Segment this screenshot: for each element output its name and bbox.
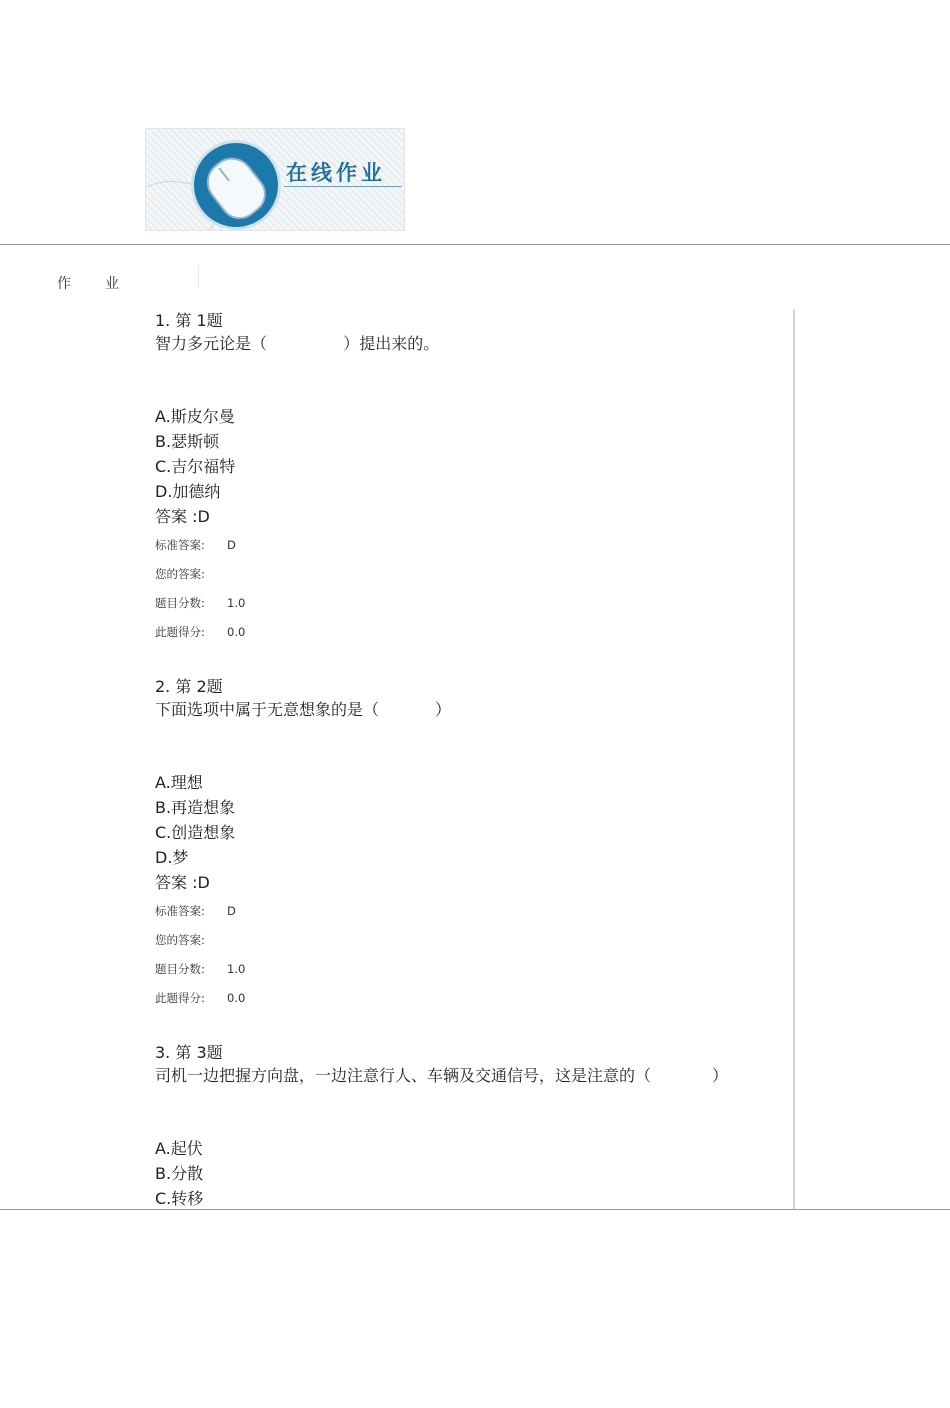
tab-homework[interactable]: 作业 <box>57 276 153 292</box>
score-value: 0.0 <box>227 991 246 1005</box>
score-row <box>155 618 805 647</box>
standard-answer-value: D <box>227 904 236 918</box>
option-c: C.吉尔福特 <box>155 457 236 476</box>
question-2 <box>155 676 805 1042</box>
option-b: B.分散 <box>155 1164 204 1183</box>
option-d: D.加德纳 <box>155 482 221 501</box>
score-label: 此题得分: <box>155 991 205 1005</box>
answer-value: D <box>197 507 210 526</box>
points-row <box>155 589 805 618</box>
points-label: 题目分数: <box>155 596 205 610</box>
answer-prefix: 答案 : <box>155 507 198 526</box>
score-value: 0.0 <box>227 625 246 639</box>
question-list <box>155 310 805 1408</box>
standard-answer-label: 标准答案: <box>155 538 205 552</box>
question-text: 司机一边把握方向盘，一边注意行人、车辆及交通信号，这是注意的（ ） <box>155 1066 729 1085</box>
banner-disc <box>194 143 278 227</box>
option-b: B.再造想象 <box>155 798 236 817</box>
question-3 <box>155 1042 805 1408</box>
points-value: 1.0 <box>227 962 246 976</box>
score-label: 此题得分: <box>155 625 205 639</box>
your-answer-row <box>155 560 805 589</box>
option-c: C.创造想象 <box>155 823 236 842</box>
points-value: 1.0 <box>227 596 246 610</box>
question-text: 下面选项中属于无意想象的是（ ） <box>155 700 451 719</box>
mouse-icon <box>198 149 274 227</box>
question-header: 1. 第 1题 <box>155 311 223 330</box>
your-answer-label: 您的答案: <box>155 567 205 581</box>
score-row <box>155 984 805 1013</box>
option-a: A.理想 <box>155 773 203 792</box>
option-b: B.瑟斯顿 <box>155 432 220 451</box>
banner-underline <box>284 186 402 187</box>
option-a: A.起伏 <box>155 1139 203 1158</box>
your-answer-label: 您的答案: <box>155 933 205 947</box>
option-c: C.转移 <box>155 1189 204 1208</box>
tab-separator <box>198 266 199 288</box>
points-label: 题目分数: <box>155 962 205 976</box>
header-banner <box>145 128 405 231</box>
option-a: A.斯皮尔曼 <box>155 407 235 426</box>
answer-prefix: 答案 : <box>155 873 198 892</box>
answer-value: D <box>197 873 210 892</box>
answer-line <box>155 504 805 531</box>
question-1 <box>155 310 805 676</box>
option-d: D.梦 <box>155 848 189 867</box>
answer-line <box>155 870 805 897</box>
question-text: 智力多元论是（ ）提出来的。 <box>155 334 440 353</box>
standard-answer-label: 标准答案: <box>155 904 205 918</box>
question-header: 3. 第 3题 <box>155 1043 223 1062</box>
banner-title: 在线作业 <box>286 161 386 185</box>
top-divider <box>0 244 950 245</box>
points-row <box>155 955 805 984</box>
question-header: 2. 第 2题 <box>155 677 223 696</box>
your-answer-row <box>155 926 805 955</box>
standard-answer-row <box>155 897 805 926</box>
standard-answer-value: D <box>227 538 236 552</box>
standard-answer-row <box>155 531 805 560</box>
